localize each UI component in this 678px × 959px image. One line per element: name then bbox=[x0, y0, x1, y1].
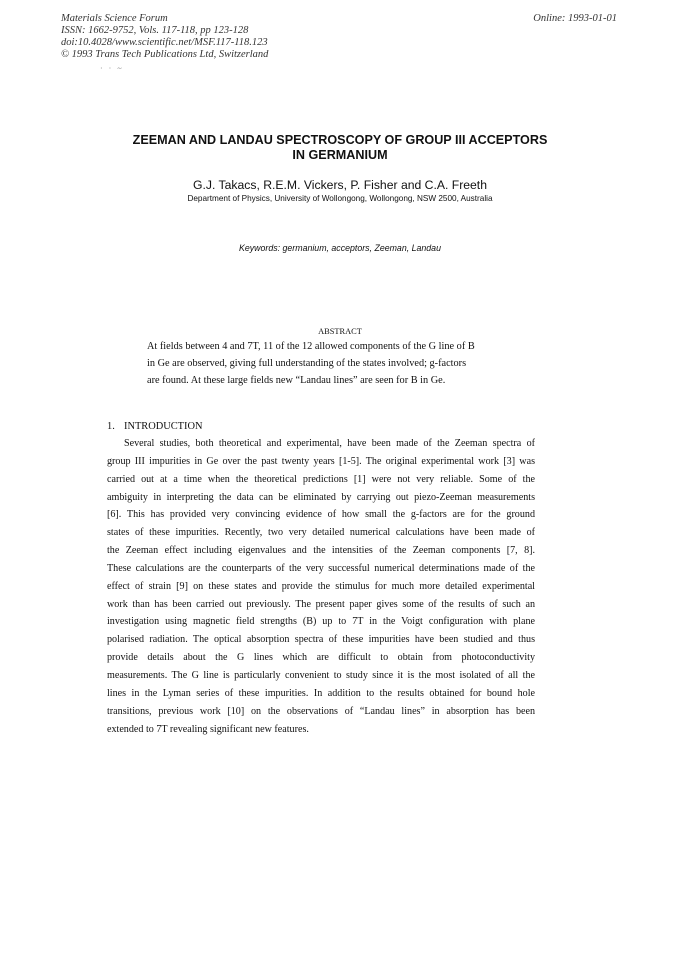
body-line: polarised radiation. The optical absorption spectra of these impurities have been studied and thus bbox=[107, 634, 535, 646]
body-line: These calculations are the counterparts of the very successful numerical determinations made of the bbox=[107, 562, 535, 574]
copyright-line: © 1993 Trans Tech Publications Ltd, Switzerland bbox=[61, 49, 269, 60]
section-heading bbox=[107, 421, 203, 432]
paper-title bbox=[80, 133, 600, 163]
abstract-line: are found. At these large fields new “Landau lines” are seen for B in Ge. bbox=[147, 375, 446, 386]
body-line: ambiguity in interpreting the data can be eliminated by carrying out piezo-Zeeman measurements bbox=[107, 491, 535, 503]
body-line: Several studies, both theoretical and experimental, have been made of the Zeeman spectra of bbox=[124, 438, 535, 449]
body-line: measurements. The G line is particularly convenient to study since it is the most isolated of all the bbox=[107, 669, 535, 681]
affiliation: Department of Physics, University of Wollongong, Wollongong, NSW 2500, Australia bbox=[187, 194, 493, 203]
abstract-line: At fields between 4 and 7T, 11 of the 12 allowed components of the G line of B bbox=[147, 341, 475, 352]
body-line: lines in the Lyman series of these impurities. In addition to the results obtained for bound hole bbox=[107, 687, 535, 699]
body-line: states of these impurities. Recently, two very detailed numerical calculations have been made of bbox=[107, 527, 535, 539]
abstract-line: in Ge are observed, giving full understanding of the states involved; g-factors bbox=[147, 358, 467, 369]
doi-line: doi:10.4028/www.scientific.net/MSF.117-118.123 bbox=[61, 37, 268, 48]
body-line: group III impurities in Ge over the past twenty years [1-5]. The original experimental work [3] was bbox=[107, 455, 535, 467]
scan-artifact: · · ~ bbox=[100, 64, 124, 73]
body-line: [6]. This has provided very convincing evidence of how small the g-factors are for the ground bbox=[107, 509, 535, 521]
title-line-2: IN GERMANIUM bbox=[292, 148, 388, 162]
body-line: extended to 7T revealing significant new features. bbox=[107, 723, 309, 735]
body-line: work than has been carried out previously. The present paper gives some of the results of such an bbox=[107, 598, 535, 610]
body-line: the Zeeman effect including eigenvalues and the intensities of the Zeeman components [7, 8]. bbox=[107, 545, 535, 557]
section-number: 1. bbox=[107, 421, 115, 432]
introduction-body bbox=[107, 435, 535, 738]
body-line: carried out at a time when the theoretical predictions [1] were not very reliable. Some of the bbox=[107, 473, 535, 485]
online-date: Online: 1993-01-01 bbox=[533, 13, 617, 24]
abstract-heading: ABSTRACT bbox=[318, 327, 362, 336]
title-line-1: ZEEMAN AND LANDAU SPECTROSCOPY OF GROUP III ACCEPTORS bbox=[132, 133, 548, 147]
body-line: investigation using magnetic field strengths (B) up to 7T in the Voigt configuration with plane bbox=[107, 616, 535, 628]
publication-metadata bbox=[61, 13, 268, 61]
body-line: provide details about the G lines which are difficult to obtain from photoconductivity bbox=[107, 652, 535, 664]
author-list: G.J. Takacs, R.E.M. Vickers, P. Fisher and C.A. Freeth bbox=[193, 178, 487, 192]
issn-line: ISSN: 1662-9752, Vols. 117-118, pp 123-128 bbox=[61, 25, 249, 36]
section-title: INTRODUCTION bbox=[124, 421, 203, 432]
keywords: Keywords: germanium, acceptors, Zeeman, Landau bbox=[239, 243, 441, 253]
journal-name: Materials Science Forum bbox=[61, 13, 168, 24]
body-line: effect of strain [9] on these states and provide the stimulus for much more detailed experimental bbox=[107, 580, 535, 592]
body-line: transitions, previous work [10] on the observations of “Landau lines” in absorption has been bbox=[107, 705, 535, 717]
abstract-text bbox=[147, 338, 507, 389]
